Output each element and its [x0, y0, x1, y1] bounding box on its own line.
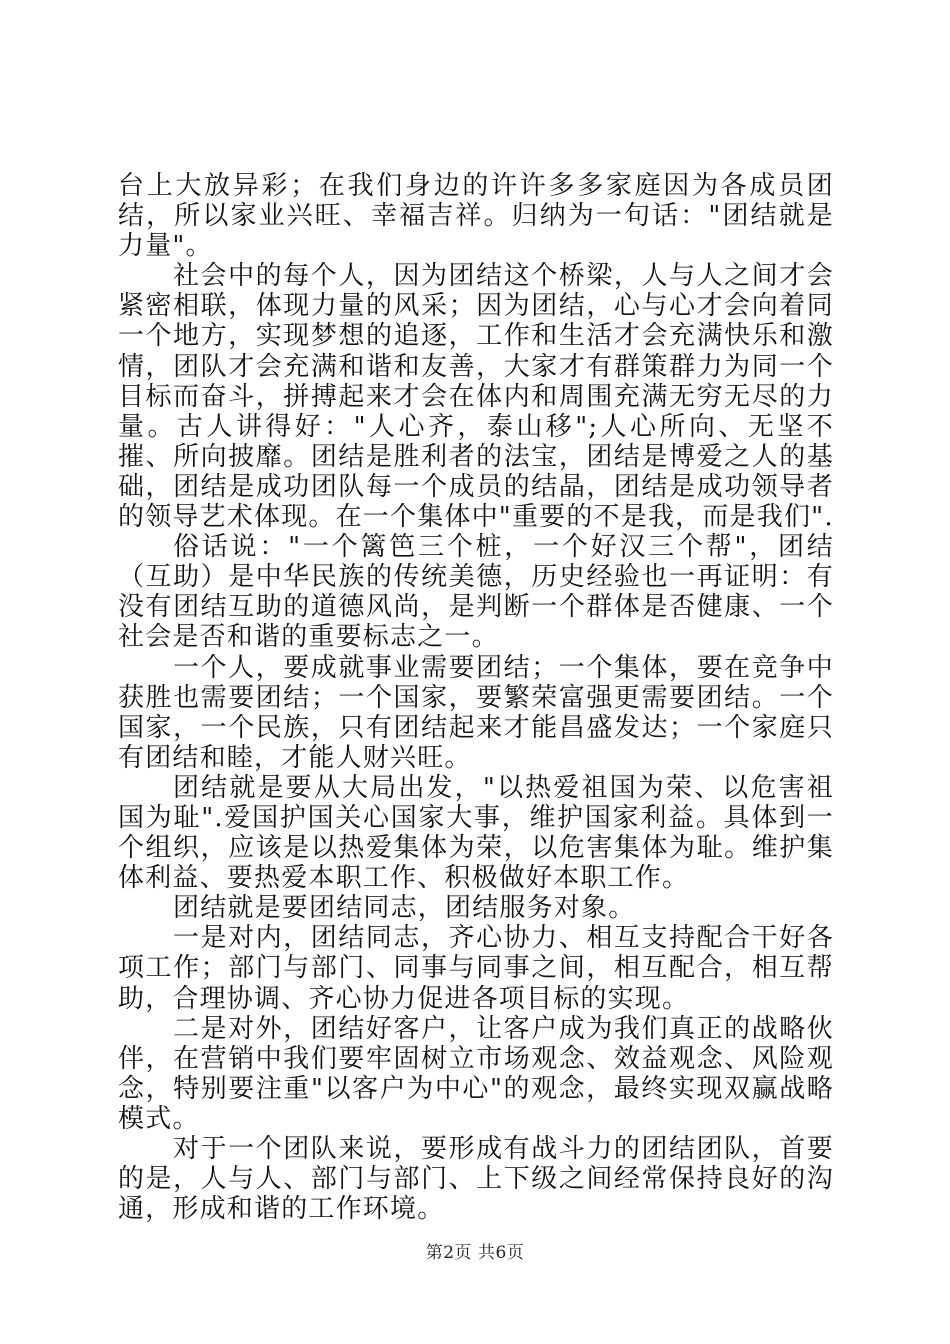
paragraph: 俗话说："一个篱笆三个桩，一个好汉三个帮"，团结（互助）是中华民族的传统美德，历史经验也一再证明：有没有团结互助的道德风尚，是判断一个群体是否健康、一个社会是否和谐的重要标志之一。 — [118, 532, 834, 653]
paragraph: 对于一个团队来说，要形成有战斗力的团结团队，首要的是，人与人、部门与部门、上下级之间经常保持良好的沟通，形成和谐的工作环境。 — [118, 1134, 834, 1225]
page-number-footer: 第2页 共6页 — [425, 1243, 525, 1263]
paragraph: 二是对外，团结好客户，让客户成为我们真正的战略伙伴，在营销中我们要牢固树立市场观念、效益观念、风险观念，特别要注重"以客户为中心"的观念，最终实现双赢战略模式。 — [118, 1013, 834, 1134]
document-body — [118, 171, 834, 1224]
paragraph: 社会中的每个人，因为团结这个桥梁，人与人之间才会紧密相联，体现力量的风采；因为团结，心与心才会向着同一个地方，实现梦想的追逐，工作和生活才会充满快乐和激情，团队才会充满和谐和友善，大家才有群策群力为同一个目标而奋斗，拼搏起来才会在体内和周围充满无穷无尽的力量。古人讲得好："人心齐，泰山移";人心所向、无坚不摧、所向披靡。团结是胜利者的法宝，团结是博爱之人的基础，团结是成功团队每一个成员的结晶，团结是成功领导者的领导艺术体现。在一个集体中"重要的不是我，而是我们". — [118, 261, 834, 533]
paragraph: 台上大放异彩；在我们身边的许许多多家庭因为各成员团结，所以家业兴旺、幸福吉祥。归纳为一句话："团结就是力量"。 — [118, 171, 834, 262]
paragraph: 一是对内，团结同志，齐心协力、相互支持配合干好各项工作；部门与部门、同事与同事之间，相互配合，相互帮助，合理协调、齐心协力促进各项目标的实现。 — [118, 923, 834, 1014]
paragraph: 团结就是要团结同志，团结服务对象。 — [173, 893, 636, 924]
paragraph: 团结就是要从大局出发，"以热爱祖国为荣、以危害祖国为耻".爱国护国关心国家大事，维护国家利益。具体到一个组织，应该是以热爱集体为荣，以危害集体为耻。维护集体利益、要热爱本职工作、积极做好本职工作。 — [118, 772, 834, 894]
paragraph: 一个人，要成就事业需要团结；一个集体，要在竞争中获胜也需要团结；一个国家，要繁荣富强更需要团结。一个国家，一个民族，只有团结起来才能昌盛发达；一个家庭只有团结和睦，才能人财兴旺。 — [118, 652, 834, 773]
